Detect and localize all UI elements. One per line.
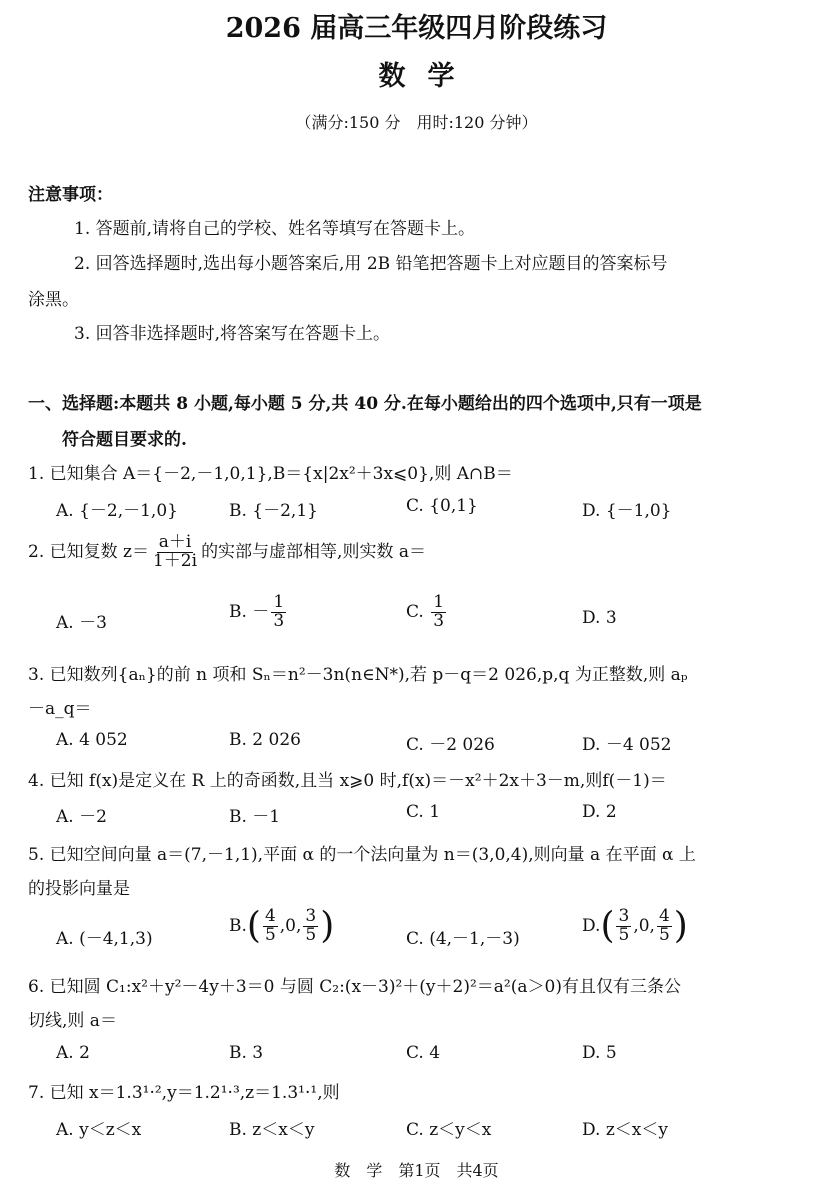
question-3-stem: 3. 已知数列{aₙ}的前 n 项和 Sₙ＝n²－3n(n∈N*),若 p－q＝2 026,p,q 为正整数,则 aₚ (28, 665, 688, 685)
q2-fraction (151, 534, 199, 571)
q4-option-b: B. －1 (229, 807, 281, 827)
q2-b-prefix: B. － (229, 601, 270, 622)
q2-b-den: 3 (273, 610, 285, 631)
q3-option-b: B. 2 026 (229, 730, 301, 750)
q5-d-mid: ,0, (633, 915, 655, 936)
q5-b-mid: ,0, (279, 915, 302, 936)
q2-option-a: A. －3 (56, 613, 107, 633)
q5-option-c: C. (4,－1,－3) (406, 929, 520, 949)
q3-option-d: D. －4 052 (582, 735, 672, 755)
note-item-1: 1. 答题前,请将自己的学校、姓名等填写在答题卡上。 (74, 219, 476, 239)
question-6-stem-cont: 切线,则 a＝ (28, 1011, 117, 1031)
question-5-stem-cont: 的投影向量是 (28, 879, 130, 899)
q5-d-frac2 (657, 908, 672, 945)
q6-option-c: C. 4 (406, 1043, 441, 1063)
q2-option-b (229, 594, 288, 631)
q2-c-prefix: C. (406, 601, 430, 622)
section-heading: 一、选择题:本题共 8 小题,每小题 5 分,共 40 分.在每小题给出的四个选项中,只有一项是 (28, 394, 702, 414)
q2-b-num: 1 (273, 592, 285, 612)
question-6-stem: 6. 已知圆 C₁:x²＋y²－4y＋3＝0 与圆 C₂:(x－3)²＋(y＋2)²＝a²(a＞0)有且仅有三条公 (28, 977, 681, 997)
notes-heading: 注意事项： (28, 185, 113, 205)
q2-b-fraction (271, 594, 286, 631)
q5-b-d2: 5 (305, 924, 317, 945)
note-item-2-cont: 涂黑。 (28, 290, 79, 310)
q2-denominator: 1＋2i (152, 550, 198, 571)
q2-numerator: a＋i (158, 532, 192, 552)
exam-meta: （满分:150 分 用时:120 分钟） (295, 113, 538, 132)
q1-option-b: B. {－2,1} (229, 501, 318, 521)
q2-c-num: 1 (433, 592, 445, 612)
question-1-stem: 1. 已知集合 A＝{－2,－1,0,1},B＝{x|2x²＋3x⩽0},则 A∩B＝ (28, 464, 513, 484)
q1-option-a: A. {－2,－1,0} (56, 501, 178, 521)
q5-d-d2: 5 (658, 924, 670, 945)
q7-option-a: A. y＜z＜x (56, 1120, 142, 1140)
note-item-2: 2. 回答选择题时,选出每小题答案后,用 2B 铅笔把答题卡上对应题目的答案标号 (74, 254, 668, 274)
q5-d-left-paren: ( (600, 905, 615, 947)
q4-option-c: C. 1 (406, 802, 441, 822)
q2-suffix: 的实部与虚部相等,则实数 a＝ (201, 541, 427, 562)
exam-title: 2026 届高三年级四月阶段练习 (225, 13, 608, 44)
q6-option-a: A. 2 (56, 1043, 90, 1063)
q5-d-right-paren: ) (673, 905, 688, 947)
subject-title: 数学 (378, 61, 477, 92)
q5-b-frac1 (263, 908, 278, 945)
q6-option-b: B. 3 (229, 1043, 264, 1063)
section-heading-cont: 符合题目要求的. (62, 430, 187, 450)
q2-c-fraction (431, 594, 446, 631)
q7-option-d: D. z＜x＜y (582, 1120, 668, 1140)
q5-b-d1: 5 (264, 924, 276, 945)
question-5-stem: 5. 已知空间向量 a＝(7,－1,1),平面 α 的一个法向量为 n＝(3,0,4),则向量 a 在平面 α 上 (28, 845, 696, 865)
q2-option-c (406, 594, 448, 631)
q2-prefix: 2. 已知复数 z＝ (28, 541, 149, 562)
q2-c-den: 3 (433, 610, 445, 631)
question-2-stem (28, 534, 426, 571)
q5-option-d (582, 905, 688, 947)
q5-b-left-paren: ( (246, 905, 261, 947)
question-7-stem: 7. 已知 x＝1.3¹·²,y＝1.2¹·³,z＝1.3¹·¹,则 (28, 1083, 340, 1103)
q7-option-c: C. z＜y＜x (406, 1120, 492, 1140)
note-item-3: 3. 回答非选择题时,将答案写在答题卡上。 (74, 324, 391, 344)
q3-option-c: C. －2 026 (406, 735, 495, 755)
q1-option-c: C. {0,1} (406, 496, 478, 516)
question-3-stem-cont: －a_q＝ (28, 699, 92, 719)
q2-option-d: D. 3 (582, 608, 617, 628)
page-footer: 数 学 第1页 共4页 (334, 1161, 499, 1180)
q5-b-prefix: B. (229, 915, 247, 936)
q3-option-a: A. 4 052 (56, 730, 128, 750)
q5-b-n2: 3 (305, 906, 317, 926)
q5-d-prefix: D. (582, 915, 601, 936)
question-4-stem: 4. 已知 f(x)是定义在 R 上的奇函数,且当 x⩾0 时,f(x)＝－x²＋2x＋3－m,则f(－1)＝ (28, 771, 667, 791)
q5-b-n1: 4 (264, 906, 276, 926)
q5-d-frac1 (616, 908, 631, 945)
q5-option-a: A. (－4,1,3) (56, 929, 153, 949)
q5-d-n2: 4 (658, 906, 670, 926)
q4-option-d: D. 2 (582, 802, 617, 822)
q5-b-right-paren: ) (320, 905, 335, 947)
q5-option-b (229, 905, 335, 947)
q5-d-d1: 5 (618, 924, 630, 945)
q4-option-a: A. －2 (56, 807, 107, 827)
q5-d-n1: 3 (618, 906, 630, 926)
q6-option-d: D. 5 (582, 1043, 617, 1063)
q1-option-d: D. {－1,0} (582, 501, 672, 521)
q5-b-frac2 (303, 908, 318, 945)
q7-option-b: B. z＜x＜y (229, 1120, 315, 1140)
